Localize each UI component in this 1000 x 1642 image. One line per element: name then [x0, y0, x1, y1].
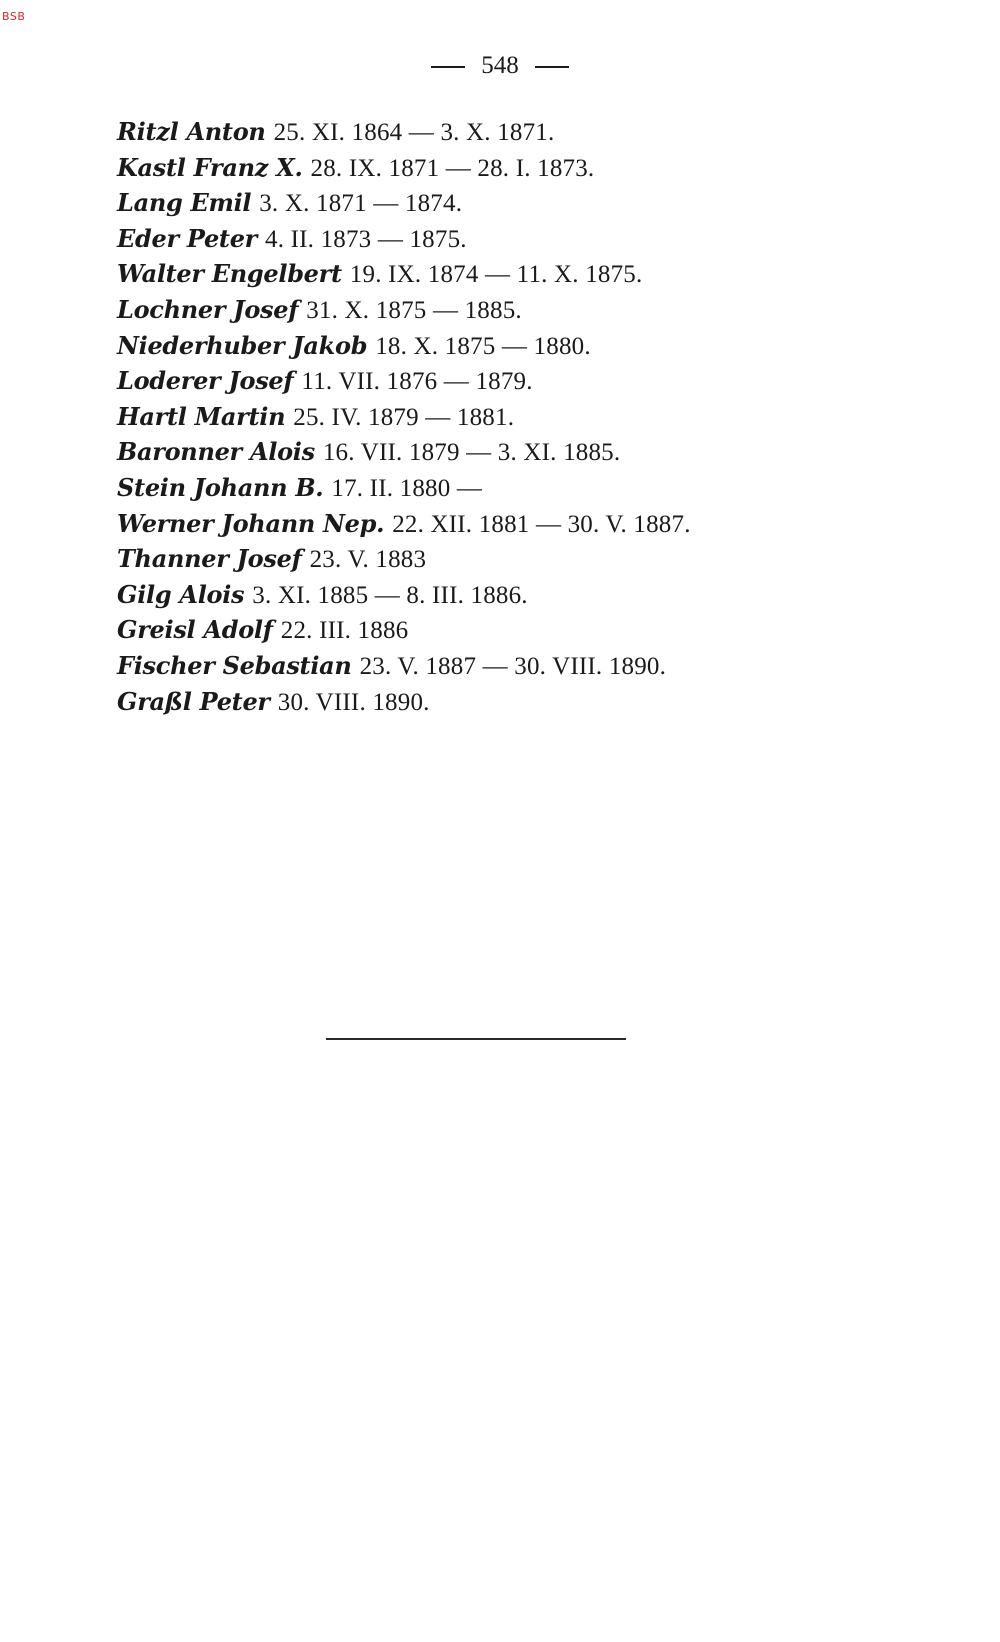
- entry-name: Fischer Sebastian: [117, 650, 352, 680]
- entry-dates: 3. XI. 1885 — 8. III. 1886.: [252, 581, 528, 609]
- list-item: [117, 150, 691, 186]
- entry-name: Ritzl Anton: [117, 117, 266, 146]
- list-item: [117, 541, 691, 577]
- entry-dates: 19. IX. 1874 — 11. X. 1875.: [349, 261, 643, 289]
- library-stamp: BSB: [2, 10, 26, 23]
- entry-dates: 23. V. 1883: [309, 546, 427, 574]
- entry-name: Werner Johann Nep.: [117, 508, 385, 538]
- entry-dates: 17. II. 1880 —: [331, 474, 483, 502]
- closing-rule: [326, 1038, 626, 1040]
- name-list: [117, 114, 691, 719]
- entry-dates: 30. VIII. 1890.: [277, 688, 430, 716]
- entry-name: Stein Johann B.: [117, 472, 324, 502]
- entry-dates: 28. IX. 1871 — 28. I. 1873.: [310, 154, 595, 182]
- entry-name: Greisl Adolf: [117, 615, 273, 645]
- list-item: [117, 612, 691, 648]
- list-item: [117, 684, 691, 720]
- entry-dates: 22. XII. 1881 — 30. V. 1887.: [392, 510, 691, 538]
- entry-name: Hartl Martin: [117, 401, 286, 431]
- list-item: [117, 470, 691, 506]
- entry-name: Niederhuber Jakob: [117, 330, 368, 360]
- entry-dates: 4. II. 1873 — 1875.: [265, 225, 467, 253]
- list-item: [117, 292, 691, 328]
- page-number: 548: [481, 52, 519, 79]
- entry-name: Lochner Josef: [117, 294, 299, 324]
- list-item: [117, 434, 691, 470]
- entry-dates: 16. VII. 1879 — 3. XI. 1885.: [322, 439, 621, 467]
- entry-name: Baronner Alois: [117, 437, 315, 467]
- entry-name: Walter Engelbert: [117, 259, 342, 289]
- list-item: [117, 577, 691, 613]
- entry-name: Lang Emil: [117, 188, 252, 218]
- list-item: [117, 221, 691, 257]
- entry-dates: 18. X. 1875 — 1880.: [375, 332, 591, 360]
- entry-dates: 25. XI. 1864 — 3. X. 1871.: [273, 119, 555, 146]
- entry-dates: 11. VII. 1876 — 1879.: [301, 368, 533, 396]
- list-item: [117, 363, 691, 399]
- entry-name: Gilg Alois: [117, 579, 245, 609]
- entry-dates: 31. X. 1875 — 1885.: [306, 296, 522, 324]
- list-item: [117, 328, 691, 364]
- entry-name: Graßl Peter: [117, 686, 270, 716]
- page-header: [0, 52, 1000, 80]
- entry-dates: 25. IV. 1879 — 1881.: [293, 403, 515, 431]
- list-item: [117, 185, 691, 221]
- entry-dates: 22. III. 1886: [280, 617, 409, 645]
- entry-dates: 3. X. 1871 — 1874.: [259, 190, 463, 218]
- header-dash-right: [535, 66, 569, 68]
- header-dash-left: [431, 66, 465, 68]
- list-item: [117, 399, 691, 435]
- list-item: [117, 648, 691, 684]
- list-item: [117, 114, 691, 150]
- entry-name: Eder Peter: [117, 223, 258, 253]
- entry-dates: 23. V. 1887 — 30. VIII. 1890.: [359, 652, 667, 680]
- entry-name: Thanner Josef: [117, 544, 302, 574]
- list-item: [117, 506, 691, 542]
- entry-name: Kastl Franz X.: [117, 152, 303, 182]
- list-item: [117, 256, 691, 292]
- entry-name: Loderer Josef: [117, 366, 294, 396]
